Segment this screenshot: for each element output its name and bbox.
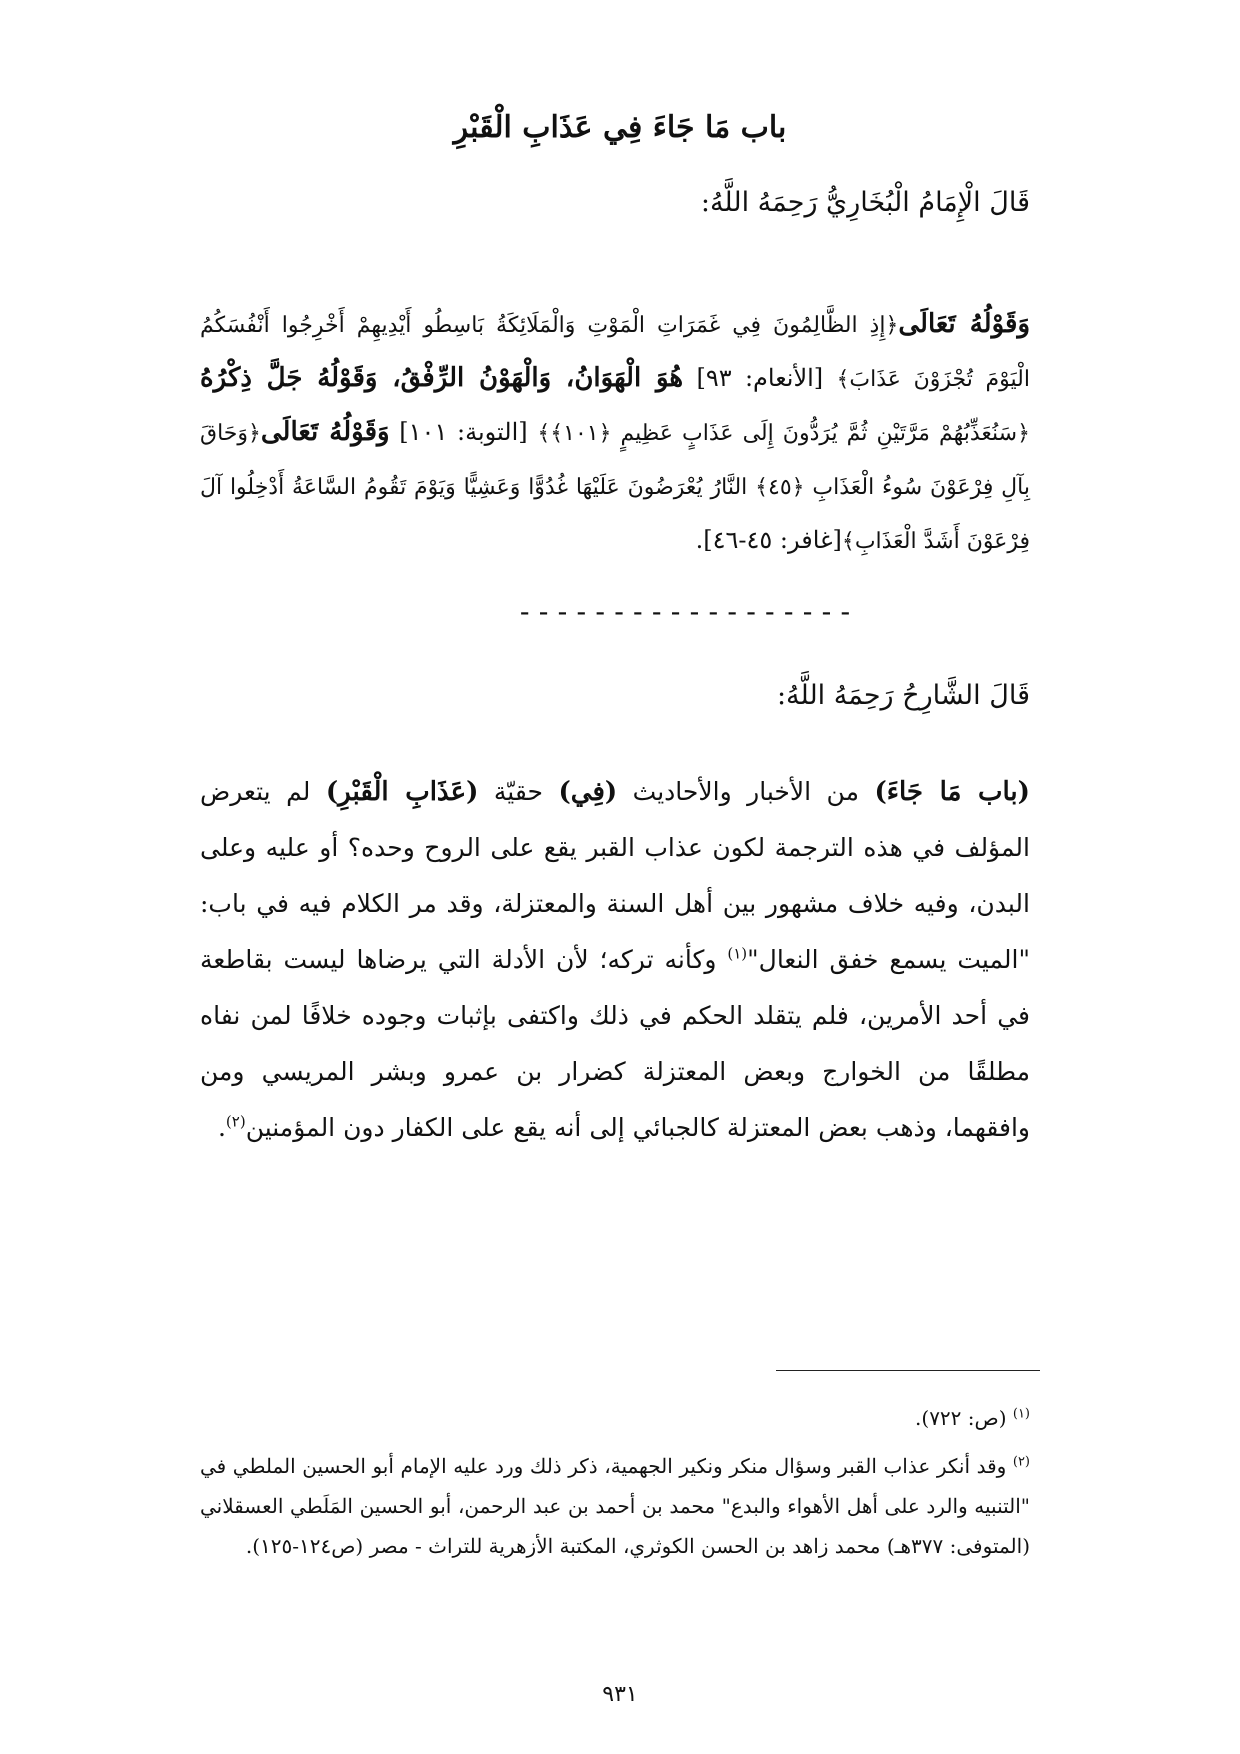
quote-label-1: وَقَوْلُهُ تَعَالَى — [898, 309, 1031, 339]
footnote-text-1: (ص: ٧٢٢). — [915, 1406, 1007, 1430]
quran-verse-1: ﴿إِذِ الظَّالِمُونَ فِي غَمَرَاتِ الْمَوْتِ وَالْمَلَائِكَةُ بَاسِطُو أَيْدِيهِمْ أَخْرِجُوا أَنْفُسَكُمُ الْيَوْمَ تُجْزَوْنَ عَذَابَ﴾ — [200, 313, 1030, 392]
commentary-text-1: من الأخبار والأحاديث — [632, 777, 859, 806]
quran-verse-3: ﴿وَحَاقَ بِآلِ فِرْعَوْنَ سُوءُ الْعَذَابِ ﴿٤٥﴾ النَّارُ يُعْرَضُونَ عَلَيْهَا غُدُوًّا وَعَشِيًّا وَيَوْمَ تَقُومُ السَّاعَةُ أَدْخِلُوا آلَ فِرْعَوْنَ أَشَدَّ الْعَذَابِ﴾ — [200, 421, 1030, 554]
section-divider: ------------------ — [516, 598, 856, 626]
commentary-text-2: حقيّة — [493, 777, 543, 806]
surah-reference-3: [غافر: ٤٥-٤٦]. — [695, 526, 842, 554]
footnote-separator — [776, 1370, 1040, 1371]
quran-verse-2: ﴿سَنُعَذِّبُهُمْ مَرَّتَيْنِ ثُمَّ يُرَدُّونَ إِلَى عَذَابٍ عَظِيمٍ ﴿١٠١﴾﴾ — [537, 421, 1031, 446]
bukhari-text — [200, 298, 1030, 568]
quote-label-2: هُوَ الْهَوَانُ، وَالْهَوْنُ الرِّفْقُ، وَقَوْلُهُ جَلَّ ذِكْرُهُ — [200, 363, 684, 393]
chapter-title: باب مَا جَاءَ فِي عَذَابِ الْقَبْرِ — [453, 110, 787, 145]
surah-reference-2: [التوبة: ١٠١] — [399, 418, 528, 446]
footnote-2 — [200, 1446, 1030, 1566]
commentary-bold-1: (باب مَا جَاءَ) — [874, 777, 1030, 807]
commentary-paragraph — [200, 764, 1030, 1156]
footnote-1 — [200, 1398, 1030, 1438]
footnote-ref-2[interactable]: (٢) — [225, 1112, 246, 1131]
commentary-bold-2: (فِي) — [558, 777, 618, 807]
footnote-marker-1: (١) — [1012, 1406, 1030, 1422]
commentary-text-3: لم يتعرض المؤلف في هذه الترجمة لكون عذاب القبر يقع على الروح وحده؟ أو عليه وعلى البدن، وفيه خلاف مشهور بين أهل السنة والمعتزلة، وقد مر الكلام فيه في باب: "الميت يسمع خفق النعال" — [200, 777, 1030, 974]
page-number: ٩٣١ — [602, 1682, 638, 1707]
surah-reference-1: [الأنعام: ٩٣] — [696, 364, 824, 392]
commentary-end: . — [217, 1113, 226, 1142]
footnote-text-2: وقد أنكر عذاب القبر وسؤال منكر ونكير الجهمية، ذكر ذلك ورد عليه الإمام أبو الحسين الملطي في "التنبيه والرد على أهل الأهواء والبدع" محمد بن أحمد بن عبد الرحمن، أبو الحسين المَلَطي العسقلاني (المتوفى: ٣٧٧هـ) محمد زاهد بن الحسن الكوثري، المكتبة الأزهرية للتراث - مصر (ص١٢٤-١٢٥). — [200, 1454, 1030, 1558]
footnote-ref-1[interactable]: (١) — [727, 944, 748, 963]
quote-label-3: وَقَوْلُهُ تَعَالَى — [260, 417, 390, 447]
sharih-heading: قَالَ الشَّارِحُ رَحِمَهُ اللَّهُ: — [776, 680, 1030, 711]
commentary-bold-3: (عَذَابِ الْقَبْرِ) — [325, 777, 479, 807]
bukhari-heading: قَالَ الْإِمَامُ الْبُخَارِيُّ رَحِمَهُ اللَّهُ: — [700, 187, 1030, 218]
footnote-marker-2: (٢) — [1012, 1454, 1030, 1470]
commentary-text-4: وكأنه تركه؛ لأن الأدلة التي يرضاها ليست بقاطعة في أحد الأمرين، فلم يتقلد الحكم في ذلك واكتفى بإثبات وجوده خلافًا لمن نفاه مطلقًا من الخوارج وبعض المعتزلة كضرار بن عمرو وبشر المريسي ومن وافقهما، وذهب بعض المعتزلة كالجبائي إلى أنه يقع على الكفار دون المؤمنين — [200, 945, 1030, 1142]
